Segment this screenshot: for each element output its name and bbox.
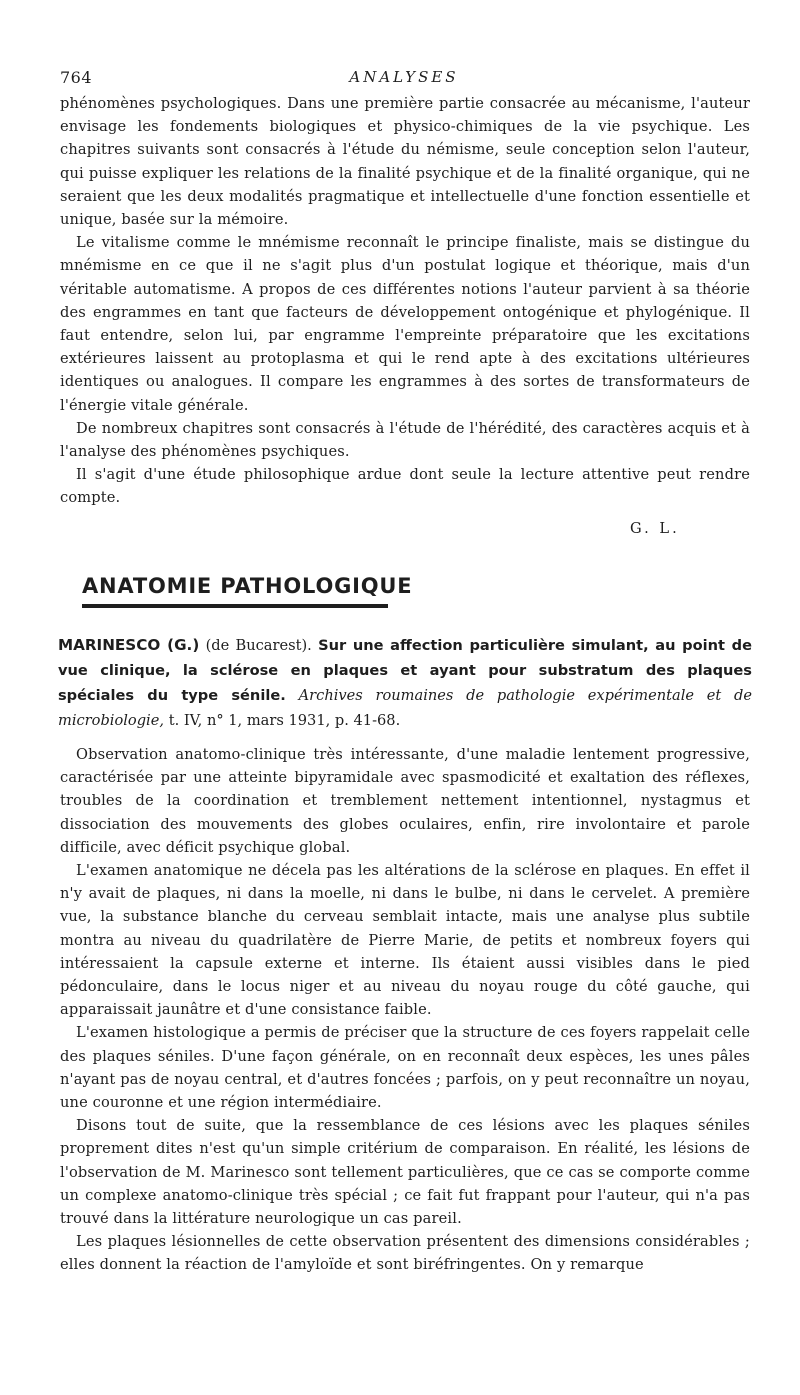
citation-affiliation: (de Bucarest). xyxy=(205,637,312,654)
article-citation xyxy=(58,633,752,733)
running-head: ANALYSES xyxy=(349,68,459,86)
paragraph: Il s'agit d'une étude philosophique ardue dont seule la lecture attentive peut rendre compte. xyxy=(60,466,750,507)
page-header xyxy=(60,68,748,90)
paragraph: L'examen anatomique ne décela pas les altérations de la sclérose en plaques. En effet il n'y avait de plaques, ni dans la moelle, ni dans le bulbe, ni dans le cervelet. A première vue, la substance blanche du cerveau semblait intacte, mais une analyse plus subtile montra au niveau du quadrilatère de Pierre Marie, de petits et nombreux foyers qui intéressaient la capsule externe et interne. Ils étaient aussi visibles dans le pied pédonculaire, dans le locus niger et au niveau du noyau rouge du côté gauche, qui apparaissait jaunâtre et d'une consistance faible. xyxy=(60,862,750,1019)
paragraph: Le vitalisme comme le mnémisme reconnaît le principe finaliste, mais se distingue du mnémisme en ce que il ne s'agit plus d'un postulat logique et théorique, mais d'un véritable automatisme. A propos de ces différentes notions l'auteur parvient à sa théorie des engrammes en tant que facteurs de développement ontogénique et phylogénique. Il faut entendre, selon lui, par engramme l'empreinte préparatoire que les excitations extérieures laissent au protoplasma et qui le rend apte à des excitations ultérieures identiques ou analogues. Il compare les engrammes à des sortes de transformateurs de l'énergie vitale générale. xyxy=(60,234,750,414)
paragraph: L'examen histologique a permis de préciser que la structure de ces foyers rappelait celle des plaques séniles. D'une façon générale, on en reconnaît deux espèces, les unes pâles n'ayant pas de noyau central, et d'autres foncées ; parfois, on y peut reconnaître un noyau, une couronne et une région intermédiaire. xyxy=(60,1024,750,1112)
section-heading: ANATOMIE PATHOLOGIQUE xyxy=(82,574,413,598)
reviewer-signature: G. L. xyxy=(630,520,680,537)
citation-details: t. IV, n° 1, mars 1931, p. 41-68. xyxy=(168,712,401,729)
paragraph: Disons tout de suite, que la ressemblance de ces lésions avec les plaques séniles proprement dites n'est qu'un simple critérium de comparaison. En réalité, les lésions de l'observation de M. Marinesco sont tellement particulières, que ce cas se comporte comme un complexe anatomo-clinique très spécial ; ce fait fut frappant pour l'auteur, qui n'a pas trouvé dans la littérature neurologique un cas pareil. xyxy=(60,1117,750,1228)
citation-journal: Archives roumaines de pathologie expérimentale et de microbiologie, xyxy=(58,687,752,729)
citation-title: Sur une affection particulière simulant, au point de vue clinique, la sclérose en plaques et ayant pour substratum des plaques spéciales du type sénile. xyxy=(58,637,752,704)
paragraph: Les plaques lésionnelles de cette observation présentent des dimensions considérables ; elles donnent la réaction de l'amyloïde et sont biréfringentes. On y remarque xyxy=(60,1233,750,1274)
paragraph: De nombreux chapitres sont consacrés à l'étude de l'hérédité, des caractères acquis et à l'analyse des phénomènes psychiques. xyxy=(60,419,750,461)
page-number: 764 xyxy=(60,68,93,87)
section-heading-rule xyxy=(82,604,388,608)
previous-review-text xyxy=(60,92,750,510)
paragraph: Observation anatomo-clinique très intéressante, d'une maladie lentement progressive, caractérisée par une atteinte bipyramidale avec spasmodicité et exaltation des réflexes, troubles de la coordination et tremblement nettement intentionnel, nystagmus et dissociation des mouvements des globes oculaires, enfin, rire involontaire et parole difficile, avec déficit psychique global. xyxy=(60,746,750,856)
citation-authors: MARINESCO (G.) xyxy=(58,636,200,654)
paragraph: phénomènes psychologiques. Dans une première partie consacrée au mécanisme, l'auteur envisage les fondements biologiques et physico-chimiques de la vie psychique. Les chapitres suivants sont consacrés à l'étude du némisme, seule conception selon l'auteur, qui puisse expliquer les relations de la finalité psychique et de la finalité organique, qui ne seraient que les deux modalités pragmatique et intellectuelle d'une fonction essentielle et unique, basée sur la mémoire. xyxy=(60,95,750,229)
review-text xyxy=(60,743,750,1277)
